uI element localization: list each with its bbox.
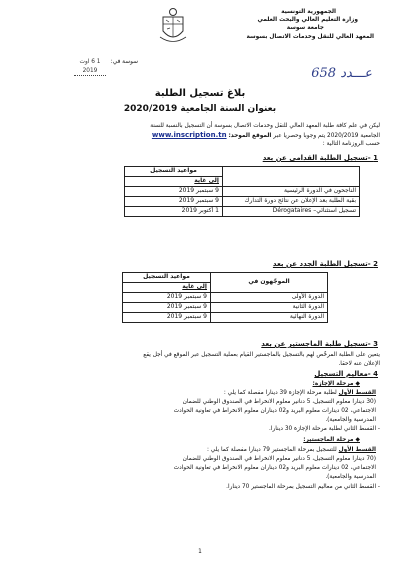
dash-bullet-icon: - — [376, 426, 380, 432]
registration-website-link[interactable]: www.inscription.tn — [151, 131, 227, 139]
section-1-heading: 1 -تسجيل الطلبة القدامى عن بعد — [262, 154, 378, 162]
page-number: 1 — [198, 549, 202, 555]
header-university: جامعة سوسة — [286, 25, 324, 31]
first-installment-label: القسط الأول — [338, 390, 376, 396]
handwritten-reference: عـــدد 658 — [311, 66, 372, 81]
tunisia-coat-of-arms-icon — [157, 7, 189, 47]
row-date: 9 سبتمبر 2019 — [125, 197, 223, 207]
document-title: بلاغ تسجيل الطلبة — [154, 88, 246, 99]
row-label: الدورة النهائية — [211, 313, 328, 323]
diamond-bullet-icon: ◆ — [353, 437, 360, 443]
row-date: 1 أكتوبر 2019 — [125, 207, 223, 217]
table-header-until: إلى غاية — [125, 177, 223, 187]
licence-first-installment: القسط الأول لطلبة مرحلة الإجازة 39 دينارا مفصلة كما يلي : — [223, 390, 376, 396]
table-row — [123, 293, 328, 303]
section-4-heading: 4 -معاليم التسجيل — [314, 370, 378, 378]
header-institute: المعهد العالي للنقل وخدمات الاتصال بسوسة — [246, 34, 374, 40]
place-label: سوسة في: — [110, 59, 138, 65]
table-header-deadlines: مواعيد التسجيل — [123, 273, 211, 283]
licence-detail-2: الاجتماعي، 02 دينارات معلوم البريد و02 ديناران معلوم الانخراط في تعاونية الحوادث — [173, 408, 376, 414]
table-row — [125, 187, 360, 197]
master-stage-title: ◆ مرحلة الماجستير: — [303, 437, 360, 443]
row-date: 9 سبتمبر 2019 — [123, 303, 211, 313]
master-detail-2: الاجتماعي، 02 دينارات معلوم البريد و02 ديناران معلوم الانخراط في تعاونية الحوادث — [173, 465, 376, 471]
intro-text: الجامعية 2020/2019 يتم وجوبا وحصريا عبر — [273, 133, 380, 139]
licence-detail-3: المدرسية والجامعية). — [325, 417, 376, 423]
row-label: الدورة الثانية — [211, 303, 328, 313]
section-2-heading: 2 -تسجيل الطلبة الجدد عن بعد — [272, 260, 378, 268]
first-installment-label: القسط الأول — [338, 447, 376, 453]
intro-line-1: ليكن في علم كافة طلبة المعهد العالي للنقل وخدمات الاتصال بسوسة أن التسجيل بالنسبة للسنة — [150, 123, 380, 129]
table-row — [123, 313, 328, 323]
section-3-heading: 3 -تسجيل طلبة الماجستير عن بعد — [261, 340, 378, 348]
table-row — [125, 197, 360, 207]
table-row — [123, 303, 328, 313]
section-3-line-1: يتعين على الطلبة المرخّص لهم بالتسجيل بالماجستير القيام بعملية التسجيل عبر الموقع في أجل يقع — [143, 352, 380, 358]
row-label: بقية الطلبة بعد الإعلان عن نتائج دورة التدارك — [223, 197, 360, 207]
row-date: 9 سبتمبر 2019 — [123, 293, 211, 303]
master-second-installment: - القسط الثاني من معاليم التسجيل بمرحلة الماجستير 70 دينارا. — [226, 484, 380, 490]
licence-stage-title: ◆ مرحلة الإجازة: — [312, 381, 360, 387]
header-ministry: وزارة التعليم العالي والبحث العلمي — [257, 17, 358, 23]
new-students-table — [122, 272, 328, 323]
table-header-empty — [223, 167, 360, 177]
master-detail-3: المدرسية والجامعية). — [325, 474, 376, 480]
table-header-oriented: الموجّهون في — [211, 273, 328, 293]
document-subtitle: بعنوان السنة الجامعية 2020/2019 — [123, 104, 277, 114]
table-header-deadlines: مواعيد التسجيل — [125, 167, 223, 177]
diamond-bullet-icon: ◆ — [353, 381, 360, 387]
section-3-line-2: الإعلان عنه لاحقا. — [338, 361, 380, 367]
row-date: 9 سبتمبر 2019 — [123, 313, 211, 323]
master-detail-1: (70 دينارا معلوم التسجيل، 5 دنانير معلوم الانخراط في الصندوق الوطني للضمان — [182, 456, 376, 462]
date-stamp: 1 6 اوت 2019 — [74, 58, 106, 76]
master-first-installment: القسط الأول للتسجيل بمرحلة الماجستير 79 دينارا مفصلة كما يلي : — [206, 447, 376, 453]
licence-second-installment: - القسط الثاني لطلبة مرحلة الإجازة 30 دينارا. — [269, 426, 380, 432]
former-students-table — [124, 166, 360, 217]
dash-bullet-icon: - — [376, 484, 380, 490]
row-label: الناجحون في الدورة الرئيسية — [223, 187, 360, 197]
table-row — [125, 207, 360, 217]
header-republic: الجمهورية التونسية — [281, 9, 336, 15]
row-date: 9 سبتمبر 2019 — [125, 187, 223, 197]
table-header-until: إلى غاية — [123, 283, 211, 293]
licence-detail-1: (30 دينارا معلوم التسجيل، 5 دنانير معلوم الانخراط في الصندوق الوطني للضمان — [182, 399, 376, 405]
row-label: تسجيل استثنائي– Dérogataires — [223, 207, 360, 217]
row-label: الدورة الأولى — [211, 293, 328, 303]
unified-site-label: الموقع الموحد: — [228, 133, 272, 139]
intro-line-3: حسب الروزنامة التالية : — [322, 141, 380, 147]
